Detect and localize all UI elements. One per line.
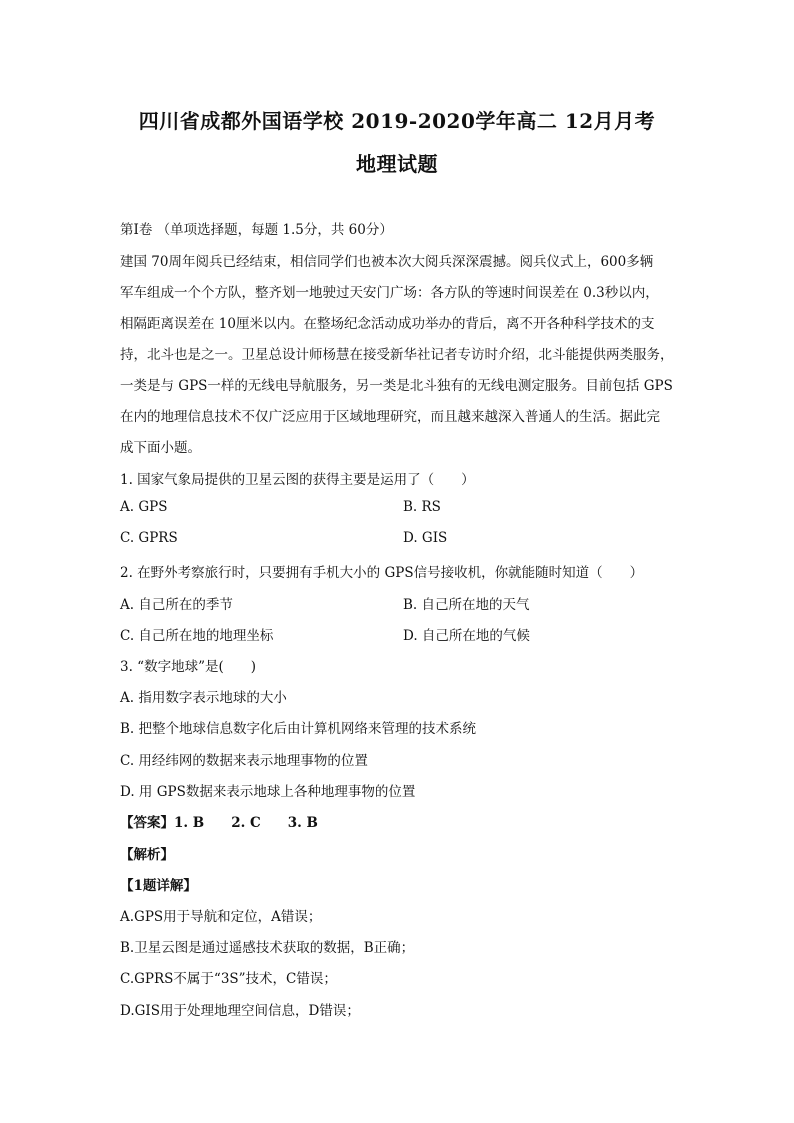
question-3-option-d: D. 用 GPS数据来表示地球上各种地理事物的位置 <box>120 784 416 800</box>
answer-line: 【答案】1. B 2. C 3. B <box>120 815 318 831</box>
explanation-line: C.GPRS不属于“3S”技术，C错误； <box>120 971 337 987</box>
intro-line: 持，北斗也是之一。卫星总设计师杨慧在接受新华社记者专访时介绍，北斗能提供两类服务， <box>120 347 674 363</box>
question-1-stem: 1. 国家气象局提供的卫星云图的获得主要是运用了（ ） <box>120 472 475 488</box>
intro-line: 军车组成一个个方队，整齐划一地驶过天安门广场：各方队的等速时间误差在 0.3秒以内， <box>120 285 659 301</box>
question-2-stem: 2. 在野外考察旅行时，只要拥有手机大小的 GPS信号接收机，你就能随时知道（ ） <box>120 565 644 581</box>
explanation-line: B.卫星云图是通过遥感技术获取的数据，B正确； <box>120 940 415 956</box>
intro-line: 相隔距离误差在 10厘米以内。在整场纪念活动成功举办的背后，离不开各种科学技术的支 <box>120 316 655 332</box>
question-3-option-c: C. 用经纬网的数据来表示地理事物的位置 <box>120 753 368 769</box>
question-2-option-c: C. 自己所在地的地理坐标 <box>120 628 274 644</box>
question-1-option-d: D. GIS <box>403 530 448 546</box>
question-2-option-b: B. 自己所在地的天气 <box>403 597 530 613</box>
analysis-heading: 【解析】 <box>120 847 174 863</box>
explanation-line: D.GIS用于处理地理空间信息，D错误； <box>120 1003 360 1019</box>
question-1-option-a: A. GPS <box>120 499 168 515</box>
document-subtitle: 地理试题 <box>356 152 438 176</box>
question-3-option-b: B. 把整个地球信息数字化后由计算机网络来管理的技术系统 <box>120 721 477 737</box>
question-2-option-a: A. 自己所在的季节 <box>120 597 233 613</box>
question-3-stem: 3. “数字地球”是( ) <box>120 659 257 675</box>
intro-line: 在内的地理信息技术不仅广泛应用于区域地理研究，而且越来越深入普通人的生活。据此完 <box>120 409 660 425</box>
question-3-option-a: A. 指用数字表示地球的大小 <box>120 690 287 706</box>
explanation-line: A.GPS用于导航和定位，A错误； <box>120 909 322 925</box>
question-1-option-c: C. GPRS <box>120 530 178 546</box>
section-heading: 第Ⅰ卷 （单项选择题，每题 1.5分，共 60分） <box>120 222 393 238</box>
intro-line: 成下面小题。 <box>120 440 201 456</box>
detail-heading: 【1题详解】 <box>120 878 197 894</box>
question-1-option-b: B. RS <box>403 499 441 515</box>
question-2-option-d: D. 自己所在地的气候 <box>403 628 530 644</box>
intro-line: 建国 70周年阅兵已经结束，相信同学们也被本次大阅兵深深震撼。阅兵仪式上，600多辆 <box>120 254 654 270</box>
intro-line: 一类是与 GPS一样的无线电导航服务，另一类是北斗独有的无线电测定服务。目前包括 GPS <box>120 378 673 394</box>
document-title: 四川省成都外国语学校 2019-2020学年高二 12月月考 <box>138 109 656 133</box>
